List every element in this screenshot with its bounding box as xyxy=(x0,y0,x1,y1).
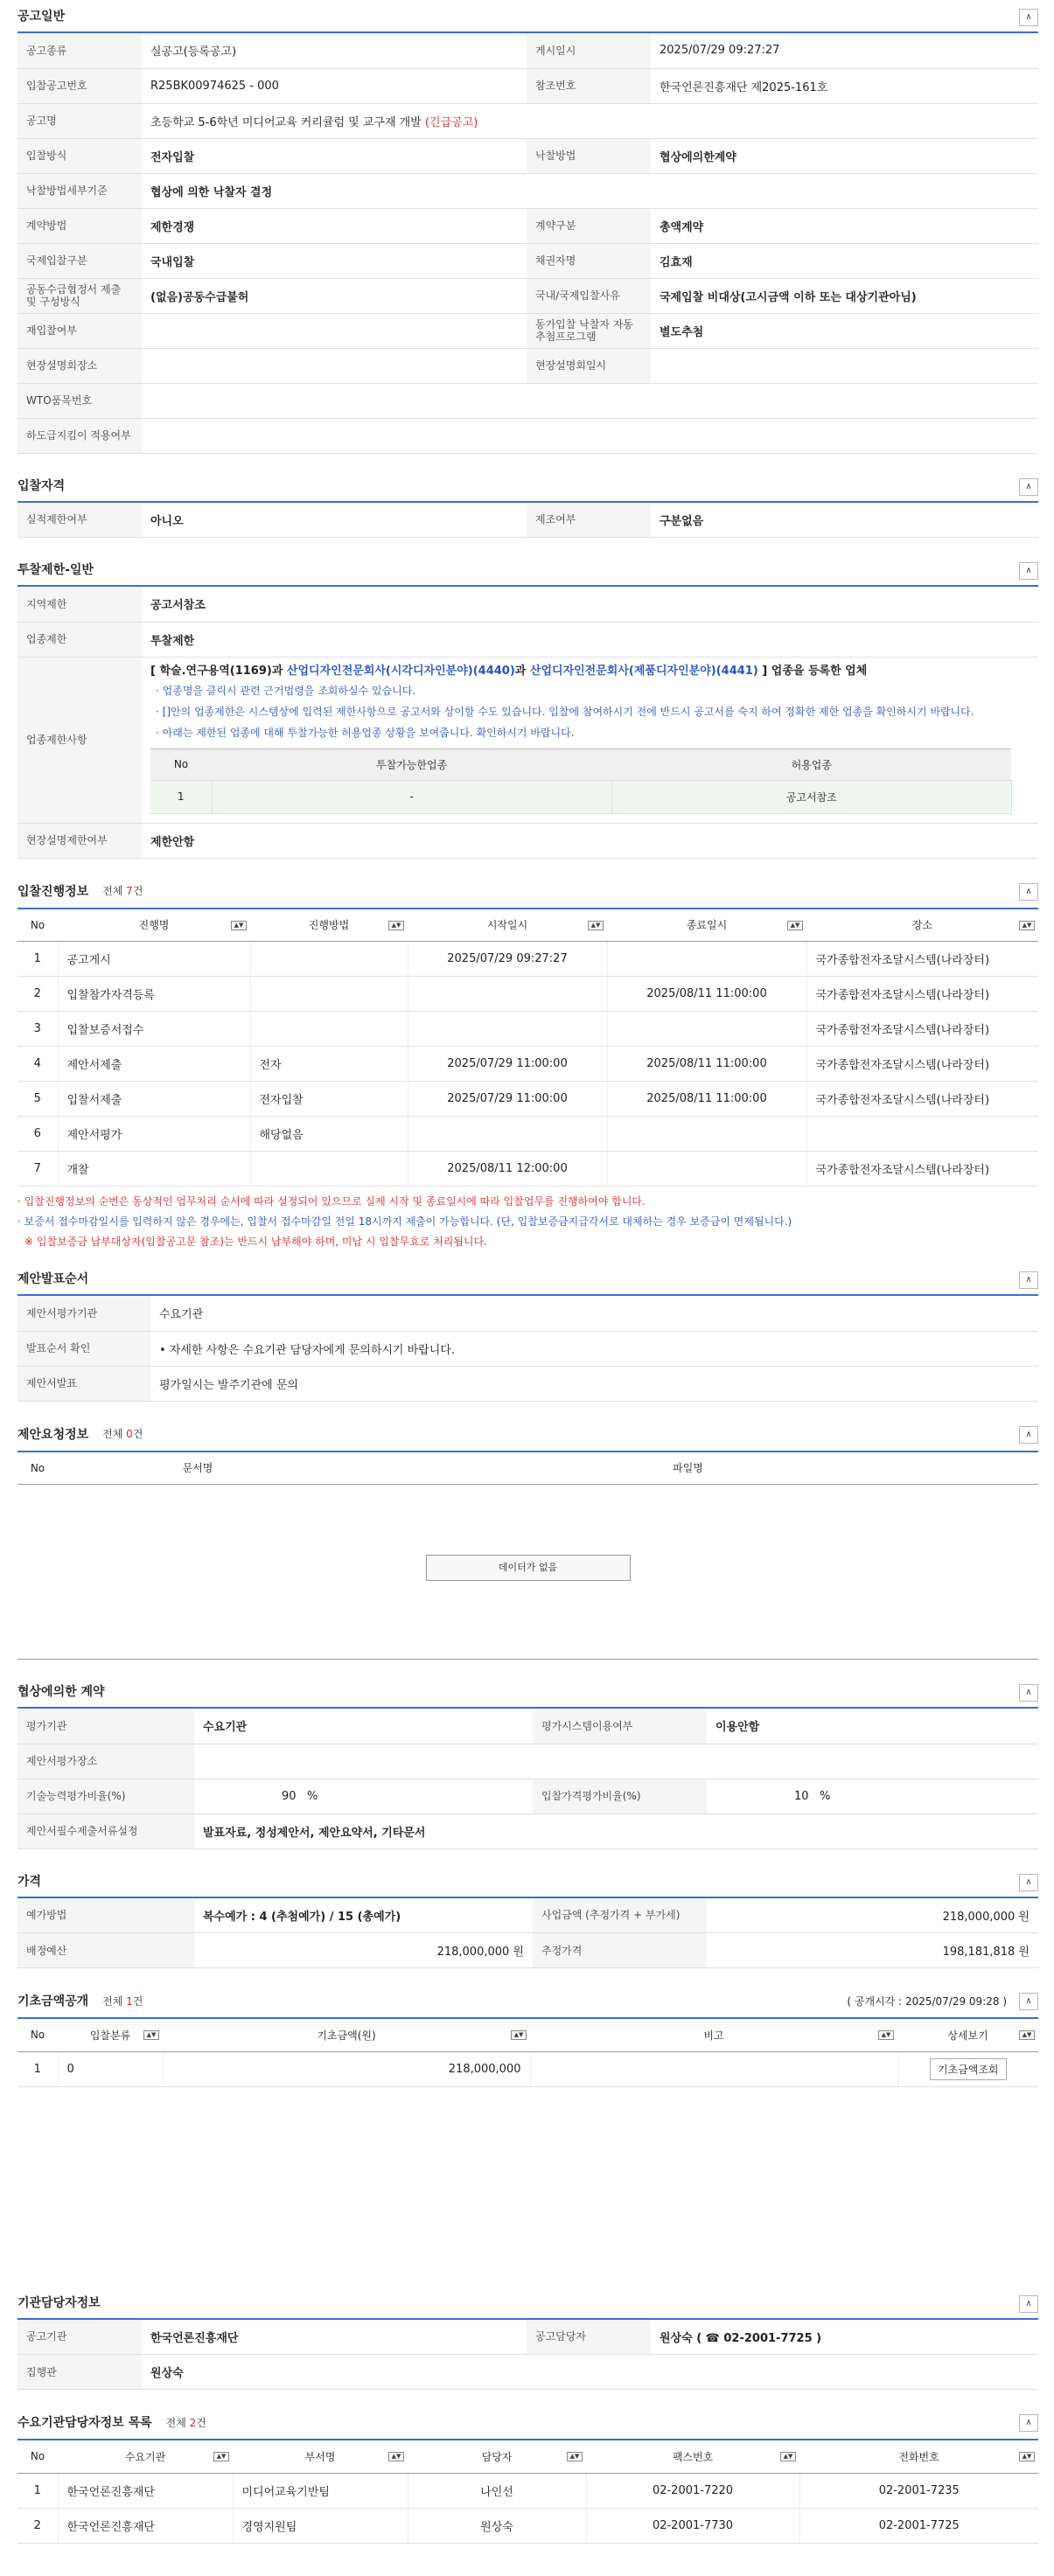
cell-start: 2025/07/29 11:00:00 xyxy=(408,1047,607,1082)
field-label: 공고종류 xyxy=(17,33,142,68)
intl-bid-value: 국내입찰 xyxy=(142,243,527,278)
base-amount-lookup-button[interactable]: 기초금액조회 xyxy=(930,2058,1007,2080)
cell-step: 입찰서제출 xyxy=(58,1082,250,1117)
progress-table xyxy=(17,908,1038,1187)
column-header: No xyxy=(17,1452,58,1485)
collapse-toggle-icon[interactable]: ∧ xyxy=(1019,562,1038,580)
sort-icon[interactable]: ▲▼ xyxy=(567,2452,583,2461)
field-label: 공고기관 xyxy=(17,2320,142,2355)
section-title: 가격 xyxy=(17,1874,42,1889)
field-label: 제조여부 xyxy=(527,503,651,538)
column-label: 담당자 xyxy=(481,2450,513,2463)
count-value: 0 xyxy=(126,1428,133,1440)
section-header-progress xyxy=(17,874,1038,908)
cell-place xyxy=(806,1117,1038,1152)
sort-icon[interactable]: ▲▼ xyxy=(231,921,247,930)
cell-no: 7 xyxy=(17,1152,58,1187)
column-label: 수요기관 xyxy=(124,2450,166,2463)
cell-end: 2025/08/11 11:00:00 xyxy=(607,1047,806,1082)
cell-no: 4 xyxy=(17,1047,58,1082)
contract-method-value: 제한경쟁 xyxy=(142,208,527,243)
field-label: 업종제한 xyxy=(17,622,142,657)
field-label: 동가입찰 낙찰자 자동추첨프로그램 xyxy=(527,313,651,348)
field-label: 기술능력평가비율(%) xyxy=(17,1779,194,1814)
field-label: 국내/국제입찰사유 xyxy=(527,278,651,313)
section-title: 투찰제한-일반 xyxy=(17,563,94,577)
column-label: 팩스번호 xyxy=(672,2450,714,2463)
field-label: 공동수급협정서 제출 및 구성방식 xyxy=(17,278,142,313)
cell-start xyxy=(408,1117,607,1152)
section-title: 기초금액공개 xyxy=(17,1995,89,2009)
cell-step: 개찰 xyxy=(58,1152,250,1187)
section-header-presentation xyxy=(17,1263,1038,1296)
negotiation-table xyxy=(17,1709,1038,1849)
performance-limit-value: 아니오 xyxy=(142,503,527,538)
agency-value: 한국언론진흥재단 xyxy=(142,2320,527,2355)
cell-fax: 02-2001-7730 xyxy=(586,2508,799,2543)
cell-dept: 미디어교육기반팀 xyxy=(233,2473,408,2508)
price-table xyxy=(17,1898,1038,1969)
manufacture-value: 구분없음 xyxy=(651,503,1038,538)
notice-kind-value: 실공고(등록공고) xyxy=(142,33,527,68)
field-label: 입찰방식 xyxy=(17,138,142,173)
region-limit-value: 공고서참조 xyxy=(142,587,1038,622)
field-label: 평가시스템이용여부 xyxy=(533,1709,707,1744)
presentation-table xyxy=(17,1296,1038,1402)
column-header: 투찰가능한업종 xyxy=(212,748,611,780)
field-label: 업종제한사항 xyxy=(17,657,142,823)
collapse-toggle-icon[interactable]: ∧ xyxy=(1019,9,1038,26)
cell-org: 한국언론진흥재단 xyxy=(58,2508,233,2543)
section-title: 기관담당자정보 xyxy=(17,2295,101,2310)
cell-org: 한국언론진흥재단 xyxy=(58,2473,233,2508)
bid-method-value: 전자입찰 xyxy=(142,138,527,173)
collapse-toggle-icon[interactable]: ∧ xyxy=(1019,1684,1038,1702)
section-title: 수요기관담당자정보 목록 xyxy=(17,2416,152,2430)
cell-amount: 218,000,000 xyxy=(163,2051,530,2086)
field-label: 채권자명 xyxy=(527,243,651,278)
contract-type-value: 총액계약 xyxy=(651,208,1038,243)
award-method-value: 협상에의한계약 xyxy=(651,138,1038,173)
section-header-restriction xyxy=(17,553,1038,587)
order-value: • 자세한 사항은 수요기관 담당자에게 문의하시기 바랍니다. xyxy=(150,1331,1038,1366)
sort-icon[interactable]: ▲▼ xyxy=(588,921,604,930)
field-label: 공고명 xyxy=(17,103,142,138)
cell-person: 나인선 xyxy=(408,2473,586,2508)
required-docs-value: 발표자료, 정성제안서, 제안요약서, 기타문서 xyxy=(194,1814,1038,1848)
count-value: 7 xyxy=(126,885,133,897)
collapse-toggle-icon[interactable]: ∧ xyxy=(1019,1874,1038,1891)
section-header-general xyxy=(17,0,1038,33)
restriction-table xyxy=(17,587,1038,859)
field-label: 제안서발표 xyxy=(17,1366,150,1401)
column-header: 파일명 xyxy=(338,1452,1038,1485)
column-label: 장소 xyxy=(911,919,933,932)
collapse-toggle-icon[interactable]: ∧ xyxy=(1019,1271,1038,1289)
eval-org-value: 수요기관 xyxy=(194,1709,533,1744)
eval-org-value: 수요기관 xyxy=(150,1296,1038,1331)
column-label: 비고 xyxy=(703,2029,724,2042)
field-label: 발표순서 확인 xyxy=(17,1331,150,1366)
count-unit: 건 xyxy=(132,885,143,897)
section-title: 제안발표순서 xyxy=(17,1272,89,1286)
table-row xyxy=(17,1117,1038,1152)
total-count xyxy=(102,1994,143,2009)
cell-step: 입찰보증서접수 xyxy=(58,1012,250,1047)
sort-icon[interactable]: ▲▼ xyxy=(780,2452,796,2461)
cell-start: 2025/08/11 12:00:00 xyxy=(408,1152,607,1187)
column-header-sortable[interactable] xyxy=(408,2440,586,2473)
price-ratio-value: 10 % xyxy=(707,1779,1038,1814)
field-label: 공고담당자 xyxy=(527,2320,651,2355)
column-label: 부서명 xyxy=(304,2450,336,2463)
field-label: 재입찰여부 xyxy=(17,313,142,348)
section-title: 공고일반 xyxy=(17,10,66,24)
cell-no: 3 xyxy=(17,1012,58,1047)
headline-text: [ 학술.연구용역(1169)과 xyxy=(150,664,287,678)
cell-phone: 02-2001-7725 xyxy=(799,2508,1038,2543)
cell-end: 2025/08/11 11:00:00 xyxy=(607,1082,806,1117)
request-table xyxy=(17,1451,1038,1486)
cell-start xyxy=(408,977,607,1012)
sort-icon[interactable]: ▲▼ xyxy=(787,921,803,930)
section-header-negotiation xyxy=(17,1675,1038,1709)
cell-place: 국가종합전자조달시스템(나라장터) xyxy=(806,1152,1038,1187)
section-header-agency xyxy=(17,2287,1038,2320)
field-label: 집행관 xyxy=(17,2355,142,2390)
estimated-price-value: 198,181,818 원 xyxy=(707,1933,1038,1968)
sort-icon[interactable]: ▲▼ xyxy=(213,2452,229,2461)
intl-reason-value: 국제입찰 비대상(고시금액 이하 또는 대상기관아님) xyxy=(651,278,1038,313)
progress-notes xyxy=(17,1187,1038,1252)
field-label: 사업금액 (추정가격 + 부가세) xyxy=(533,1898,707,1933)
column-header-sortable[interactable] xyxy=(58,2440,233,2473)
cell-place: 국가종합전자조달시스템(나라장터) xyxy=(806,942,1038,977)
section-header-base xyxy=(17,1984,1038,2017)
allowed-industry-table xyxy=(150,748,1012,814)
cell-place: 국가종합전자조달시스템(나라장터) xyxy=(806,1082,1038,1117)
cell-end xyxy=(607,1117,806,1152)
cell-method: 전자 xyxy=(250,1047,408,1082)
field-label: 현장설명회일시 xyxy=(527,348,651,383)
cell-phone: 02-2001-7235 xyxy=(799,2473,1038,2508)
column-header-sortable[interactable] xyxy=(233,2440,408,2473)
field-label: 하도급지킴이 적용여부 xyxy=(17,418,142,453)
industry-detail-cell xyxy=(142,657,1038,823)
column-label: 기초금액(원) xyxy=(317,2029,376,2042)
project-amount-value: 218,000,000 원 xyxy=(707,1898,1038,1933)
field-label: 입찰공고번호 xyxy=(17,68,142,103)
total-count xyxy=(166,2415,206,2430)
collapse-toggle-icon[interactable]: ∧ xyxy=(1019,1426,1038,1444)
count-unit: 건 xyxy=(132,1428,143,1440)
table-cell: 1 xyxy=(150,780,212,813)
field-label: 지역제한 xyxy=(17,587,142,622)
executor-value: 원상숙 xyxy=(142,2355,1038,2390)
column-header-sortable[interactable] xyxy=(408,909,607,942)
cell-start xyxy=(408,1012,607,1047)
cell-start: 2025/07/29 11:00:00 xyxy=(408,1082,607,1117)
column-header-sortable[interactable] xyxy=(607,909,806,942)
collapse-toggle-icon[interactable]: ∧ xyxy=(1019,2295,1038,2313)
sort-icon[interactable]: ▲▼ xyxy=(1019,2452,1035,2461)
tech-ratio-value: 90 % xyxy=(194,1779,533,1814)
field-label: 예가방법 xyxy=(17,1898,194,1933)
cell-note xyxy=(530,2051,897,2086)
field-label: 국제입찰구분 xyxy=(17,243,142,278)
cell-method xyxy=(250,1152,408,1187)
same-price-value: 별도추첨 xyxy=(651,313,1038,348)
section-header-demand xyxy=(17,2405,1038,2439)
column-header: 문서명 xyxy=(58,1452,338,1485)
count-label: 전체 xyxy=(102,1428,123,1440)
sort-icon[interactable]: ▲▼ xyxy=(388,2452,404,2461)
industry-link[interactable]: 산업디자인전문회사(제품디자인분야)(4441) xyxy=(529,664,758,678)
count-value: 2 xyxy=(189,2416,197,2429)
cell-method xyxy=(250,977,408,1012)
subcontract-value xyxy=(142,418,1038,453)
table-cell: 공고서참조 xyxy=(611,780,1011,813)
field-label: 평가기관 xyxy=(17,1709,194,1744)
field-label: 배정예산 xyxy=(17,1933,194,1968)
wto-value xyxy=(142,383,1038,418)
cell-method xyxy=(250,942,408,977)
sort-icon[interactable]: ▲▼ xyxy=(511,2030,527,2040)
cell-no: 1 xyxy=(17,2473,58,2508)
table-cell: - xyxy=(212,780,611,813)
column-header-sortable[interactable] xyxy=(530,2018,897,2051)
column-label: 시작일시 xyxy=(486,919,528,932)
cell-no: 1 xyxy=(17,2051,58,2086)
table-row xyxy=(17,1152,1038,1187)
headline-text: 과 xyxy=(514,664,530,678)
industry-link[interactable]: 산업디자인전문회사(시각디자인분야)(4440) xyxy=(286,664,515,678)
cell-start: 2025/07/29 09:27:27 xyxy=(408,942,607,977)
empty-area xyxy=(17,1485,1038,1660)
cell-no: 5 xyxy=(17,1082,58,1117)
notice-name-value xyxy=(142,103,1038,138)
industry-limit-value: 투찰제한 xyxy=(142,622,1038,657)
collapse-toggle-icon[interactable]: ∧ xyxy=(1019,883,1038,901)
column-label: 전화번호 xyxy=(898,2450,939,2463)
table-row xyxy=(17,1012,1038,1047)
section-header-qualification xyxy=(17,470,1038,503)
field-label: 제안서필수제출서류설정 xyxy=(17,1814,194,1848)
industry-notes xyxy=(150,680,1030,743)
column-header: No xyxy=(150,748,212,780)
section-title: 입찰자격 xyxy=(17,478,66,493)
note-item: · []안의 업종제한은 시스템상에 입력된 제한사항으로 공고서와 상이할 수도 있습니다. 입찰에 참여하시기 전에 반드시 공고서를 숙지 하여 정확한 제한 업종을 확인하시기 바랍니다. xyxy=(156,701,1030,722)
base-amount-table xyxy=(17,2017,1038,2087)
demand-table xyxy=(17,2439,1038,2544)
column-header-sortable[interactable] xyxy=(163,2018,530,2051)
post-date-value: 2025/07/29 09:27:27 xyxy=(651,33,1038,68)
manager-value: 원상숙 ( ☎ 02-2001-7725 ) xyxy=(651,2320,1038,2355)
cell-method: 전자입찰 xyxy=(250,1082,408,1117)
cell-step: 제안서제출 xyxy=(58,1047,250,1082)
field-label: 실적제한여부 xyxy=(17,503,142,538)
headline-text: ] 업종을 등록한 업체 xyxy=(757,664,868,678)
no-data-message: 데이터가 없음 xyxy=(426,1555,631,1581)
cell-fax: 02-2001-7220 xyxy=(586,2473,799,2508)
collapse-toggle-icon[interactable]: ∧ xyxy=(1019,478,1038,496)
consortium-value: (없음)공동수급불허 xyxy=(142,278,527,313)
presentation-value: 평가일시는 발주기관에 문의 xyxy=(150,1366,1038,1401)
column-header-sortable[interactable] xyxy=(586,2440,799,2473)
cell-no: 2 xyxy=(17,977,58,1012)
section-title: 입찰진행정보 xyxy=(17,884,89,899)
table-row xyxy=(17,1082,1038,1117)
cell-place: 국가종합전자조달시스템(나라장터) xyxy=(806,1047,1038,1082)
price-method-value: 복수예가 : 4 (추첨예가) / 15 (총예가) xyxy=(194,1898,533,1933)
cell-step: 공고게시 xyxy=(58,942,250,977)
column-header-sortable[interactable] xyxy=(58,909,250,942)
count-unit: 건 xyxy=(196,2416,206,2429)
field-label: 추정가격 xyxy=(533,1933,707,1968)
count-label: 전체 xyxy=(102,885,123,897)
reference-number-value: 한국언론진흥재단 제2025-161호 xyxy=(651,68,1038,103)
field-label: 제안서평가장소 xyxy=(17,1744,194,1779)
sort-icon[interactable]: ▲▼ xyxy=(1019,2030,1035,2040)
qualification-table xyxy=(17,503,1038,539)
column-header-sortable[interactable] xyxy=(250,909,408,942)
collapse-toggle-icon[interactable]: ∧ xyxy=(1019,1993,1038,2010)
section-title: 협상에의한 계약 xyxy=(17,1685,105,1699)
general-info-table xyxy=(17,33,1038,454)
column-header: No xyxy=(17,2440,58,2473)
column-header-sortable[interactable] xyxy=(897,2018,1038,2051)
briefing-date-value xyxy=(651,348,1038,383)
field-label: 현장설명회장소 xyxy=(17,348,142,383)
cell-dept: 경영지원팀 xyxy=(233,2508,408,2543)
briefing-place-value xyxy=(142,348,527,383)
field-label: 낙찰방법 xyxy=(527,138,651,173)
award-detail-value: 협상에 의한 낙찰자 결정 xyxy=(142,173,1038,208)
sort-icon[interactable]: ▲▼ xyxy=(143,2030,159,2040)
open-time: ( 공개시각 : 2025/07/29 09:28 ) xyxy=(847,1995,1007,2008)
cell-place: 국가종합전자조달시스템(나라장터) xyxy=(806,977,1038,1012)
agency-table xyxy=(17,2320,1038,2391)
cell-no: 6 xyxy=(17,1117,58,1152)
collapse-toggle-icon[interactable]: ∧ xyxy=(1019,2414,1038,2432)
cell-method: 해당없음 xyxy=(250,1117,408,1152)
note-item: · 업종명을 클릭시 관련 근거법령을 조회하실수 있습니다. xyxy=(156,680,1030,701)
column-label: 진행방법 xyxy=(308,919,350,932)
cell-method xyxy=(250,1012,408,1047)
field-label: 계약구분 xyxy=(527,208,651,243)
cell-person: 원상숙 xyxy=(408,2508,586,2543)
cell-end xyxy=(607,1012,806,1047)
cell-step: 제안서평가 xyxy=(58,1117,250,1152)
table-row xyxy=(17,977,1038,1012)
section-title: 제안요청정보 xyxy=(17,1427,89,1442)
total-count xyxy=(102,883,143,898)
sort-icon[interactable]: ▲▼ xyxy=(1019,921,1035,930)
table-row xyxy=(17,2473,1038,2508)
field-label: 계약방법 xyxy=(17,208,142,243)
table-row xyxy=(17,2508,1038,2543)
urgent-tag: (긴급공고) xyxy=(424,115,478,129)
note-text: · 입찰진행정보의 순번은 동상적인 업무처리 순서에 따라 설정되어 있으므로 실제 시작 및 종료일시에 따라 입찰업무를 진행하여야 합니다. xyxy=(17,1195,646,1208)
field-label: 낙찰방법세부기준 xyxy=(17,173,142,208)
table-row xyxy=(17,942,1038,977)
note-text: · 보증서 접수마감일시를 입력하지 않은 경우에는, 입찰서 접수마감일 전일 18시까지 제출이 가능합니다. (단, 입찰보증금지급각서로 대체하는 경우 보증금이 면제됩니다.) xyxy=(17,1215,792,1228)
notice-name-text: 초등학교 5-6학년 미디어교육 커리큘럼 및 교구재 개발 xyxy=(150,115,422,129)
table-row xyxy=(17,1047,1038,1082)
count-value: 1 xyxy=(126,1995,133,2008)
count-label: 전체 xyxy=(165,2416,186,2429)
cell-class: 0 xyxy=(58,2051,163,2086)
rebid-value xyxy=(142,313,527,348)
sort-icon[interactable]: ▲▼ xyxy=(878,2030,894,2040)
total-count xyxy=(102,1426,143,1441)
industry-headline xyxy=(150,663,1030,680)
sort-icon[interactable]: ▲▼ xyxy=(388,921,404,930)
note-text: ※ 입찰보증금 납부대상자(입찰공고문 참조)는 반드시 납부해야 하며, 미납 시 입찰무효로 처리됩니다. xyxy=(24,1236,487,1248)
column-header: No xyxy=(17,909,58,942)
column-header: No xyxy=(17,2018,58,2051)
column-header-sortable[interactable] xyxy=(799,2440,1038,2473)
eval-system-value: 이용안함 xyxy=(707,1709,1038,1744)
field-label: 입찰가격평가비율(%) xyxy=(533,1779,707,1814)
field-label: 게시일시 xyxy=(527,33,651,68)
count-label: 전체 xyxy=(102,1995,123,2008)
budget-value: 218,000,000 원 xyxy=(194,1933,533,1968)
column-header: 허용업종 xyxy=(611,748,1011,780)
field-label: 현장설명제한여부 xyxy=(17,823,142,858)
cell-no: 1 xyxy=(17,942,58,977)
notice-number-value: R25BK00974625 - 000 xyxy=(142,68,527,103)
field-label: 참조번호 xyxy=(527,68,651,103)
field-label: WTO품목번호 xyxy=(17,383,142,418)
cell-end: 2025/08/11 11:00:00 xyxy=(607,977,806,1012)
section-header-price xyxy=(17,1865,1038,1898)
count-unit: 건 xyxy=(132,1995,143,2008)
cell-detail xyxy=(897,2051,1038,2086)
eval-place-value xyxy=(194,1744,1038,1779)
cell-end xyxy=(607,942,806,977)
section-header-request xyxy=(17,1417,1038,1451)
note-item: · 아래는 제한된 업종에 대해 투찰가능한 허용업종 상황을 보여줍니다. 확인하시기 바랍니다. xyxy=(156,722,1030,743)
column-label: 상세보기 xyxy=(947,2029,988,2042)
cell-no: 2 xyxy=(17,2508,58,2543)
cell-end xyxy=(607,1152,806,1187)
column-label: 입찰분류 xyxy=(89,2029,131,2042)
column-label: 종료일시 xyxy=(686,919,728,932)
column-header-sortable[interactable] xyxy=(58,2018,163,2051)
column-header-sortable[interactable] xyxy=(806,909,1038,942)
writer-value: 김효재 xyxy=(651,243,1038,278)
cell-step: 입찰참가자격등록 xyxy=(58,977,250,1012)
briefing-limit-value: 제한안함 xyxy=(142,823,1038,858)
field-label: 제안서평가기관 xyxy=(17,1296,150,1331)
column-label: 진행명 xyxy=(138,919,170,932)
table-row xyxy=(17,2051,1038,2086)
cell-place: 국가종합전자조달시스템(나라장터) xyxy=(806,1012,1038,1047)
